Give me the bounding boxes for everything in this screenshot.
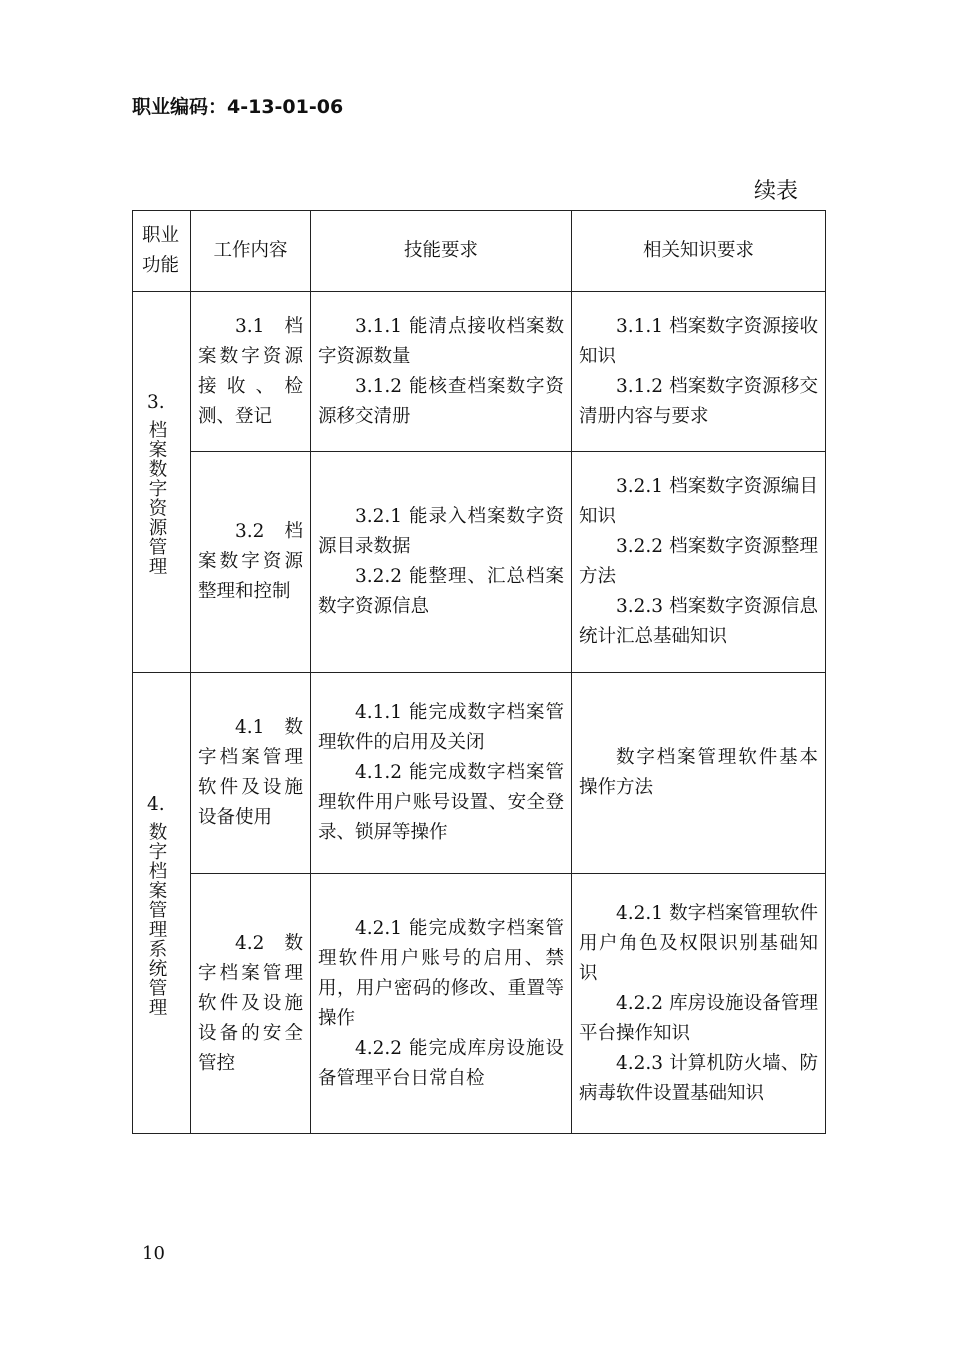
work-content-cell (191, 874, 311, 1134)
skill-item: 3.1.1 能清点接收档案数字资源数量 (318, 315, 564, 367)
work-content-text: 3.2 档案数字资源整理和控制 (198, 521, 303, 602)
skill-item: 4.2.1 能完成数字档案管理软件用户账号的启用、禁用，用户密码的修改、重置等操作 (318, 917, 564, 1029)
occupation-code: 职业编码：4-13-01-06 (132, 96, 344, 118)
function-cell (133, 673, 191, 1134)
header-function: 职业功能 (133, 211, 191, 292)
skill-item: 4.2.2 能完成库房设施设备管理平台日常自检 (318, 1037, 564, 1089)
skill-cell (311, 874, 572, 1134)
function-number: 4. (147, 793, 165, 815)
knowledge-cell (572, 673, 826, 874)
knowledge-item: 数字档案管理软件基本操作方法 (579, 747, 818, 798)
skill-item: 3.1.2 能核查档案数字资源移交清册 (318, 375, 564, 427)
skill-cell (311, 292, 572, 452)
work-content-text: 4.1 数字档案管理软件及设施设备使用 (198, 717, 303, 828)
work-content-text: 4.2 数字档案管理软件及设施设备的安全管控 (198, 932, 303, 1074)
knowledge-item: 3.2.2 档案数字资源整理方法 (579, 536, 818, 587)
knowledge-item: 3.1.1 档案数字资源接收知识 (579, 315, 818, 367)
knowledge-cell (572, 874, 826, 1134)
table-row (133, 292, 826, 452)
skill-item: 4.1.1 能完成数字档案管理软件的启用及关闭 (318, 702, 564, 753)
knowledge-item: 4.2.1 数字档案管理软件用户角色及权限识别基础知识 (579, 902, 818, 984)
knowledge-item: 3.2.3 档案数字资源信息统计汇总基础知识 (579, 596, 818, 647)
header-knowledge-requirements: 相关知识要求 (572, 211, 826, 292)
table-row (133, 874, 826, 1134)
work-content-cell (191, 673, 311, 874)
skill-cell (311, 452, 572, 673)
header-work-content: 工作内容 (191, 211, 311, 292)
continued-label: 续表 (754, 179, 799, 204)
table-row (133, 673, 826, 874)
skill-cell (311, 673, 572, 874)
skill-item: 4.1.2 能完成数字档案管理软件用户账号设置、安全登录、锁屏等操作 (318, 762, 564, 843)
header-skill-requirements: 技能要求 (311, 211, 572, 292)
function-name: 数字档案管理系统管理 (146, 821, 167, 1017)
knowledge-cell (572, 292, 826, 452)
work-content-cell (191, 452, 311, 673)
function-number: 3. (147, 392, 165, 413)
knowledge-cell (572, 452, 826, 673)
function-cell (133, 292, 191, 673)
table-row (133, 452, 826, 673)
standards-table (132, 210, 826, 1134)
work-content-cell (191, 292, 311, 452)
page-number: 10 (142, 1243, 165, 1264)
knowledge-item: 3.2.1 档案数字资源编目知识 (579, 476, 818, 527)
skill-item: 3.2.2 能整理、汇总档案数字资源信息 (318, 566, 564, 617)
knowledge-item: 4.2.2 库房设施设备管理平台操作知识 (579, 992, 818, 1044)
knowledge-item: 4.2.3 计算机防火墙、防病毒软件设置基础知识 (579, 1052, 818, 1104)
work-content-text: 3.1 档案数字资源接收、检测、登记 (198, 315, 303, 427)
function-name: 档案数字资源管理 (146, 420, 167, 576)
knowledge-item: 3.1.2 档案数字资源移交清册内容与要求 (579, 375, 818, 427)
table-header-row (133, 211, 826, 292)
skill-item: 3.2.1 能录入档案数字资源目录数据 (318, 506, 564, 557)
